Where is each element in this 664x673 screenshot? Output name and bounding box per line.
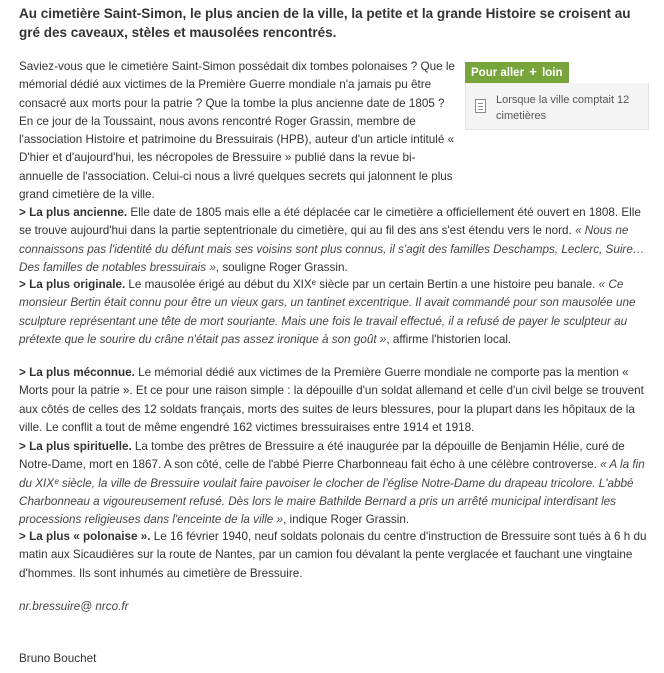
section-after: , souligne Roger Grassin. — [215, 260, 348, 274]
section-heading: > La plus « polonaise ». — [19, 530, 151, 543]
plus-icon: + — [529, 64, 537, 79]
section-text: Le 16 février 1940, neuf soldats polonais du centre d'instruction de Bressuire sont tués à 6 h du matin aux Sicaudières sur la route de Nantes, par un camion fou dévalant la pente verglacée et fauchant une vingtaine d'hommes. Ils sont inhumés au cimetière de Bressuire. — [19, 530, 647, 580]
section-quote: « Nous ne connaissons pas l'identité du défunt mais ses voisins sont plus connus, il s'agit des familles Deschamps, Leclerc, Suire… Des familles de notables bressuirais » — [19, 224, 645, 274]
section-original — [19, 276, 649, 349]
related-article-link[interactable]: Lorsque la ville comptait 12 cimetières — [496, 94, 630, 122]
section-unknown — [19, 364, 649, 437]
author-name: Bruno Bouchet — [19, 652, 97, 665]
section-polish — [19, 528, 649, 583]
section-heading: > La plus originale. — [19, 278, 126, 291]
section-heading: > La plus spirituelle. — [19, 440, 132, 453]
section-oldest — [19, 204, 649, 277]
related-box-body — [465, 83, 649, 130]
section-after: , affirme l'historien local. — [386, 332, 512, 346]
section-after: , indique Roger Grassin. — [283, 513, 410, 527]
section-text: Elle date de 1805 mais elle a été déplacée car le cimetière a officiellement été ouvert en 1808. Elle se trouve aujourd'hui dans la partie septentrionale du cimetière, qui au fil des ans s'est étendu vers le nord. — [19, 206, 641, 238]
document-icon — [475, 99, 486, 113]
section-heading: > La plus ancienne. — [19, 206, 128, 219]
section-heading: > La plus méconnue. — [19, 366, 135, 379]
related-box — [465, 62, 649, 130]
related-tag-left: Pour aller — [471, 67, 525, 79]
section-quote: « A la fin du XIXᵉ siècle, la ville de Bressuire voulait faire pavoiser le clocher de l'église Notre-Dame du drapeau tricolore. L'abbé Charbonneau a vigoureusement refusé. Dès lors le maire Bathilde Bernard a pris un arrêté municipal interdisant les processions religieuses dans l'enceinte de la ville » — [19, 458, 645, 527]
section-quote: « Ce monsieur Bertin était connu pour être un vieux gars, un tantinet excentrique. Il avait commandé pour son mausolée une sculpture représentant une tête de mort souriante. Mais une fois le travail effectué, il a refusé de payer le sculpteur au prétexte que le sourire du crâne n'était pas assez ironique à son goût » — [19, 278, 636, 346]
article-headline: Au cimetière Saint-Simon, le plus ancien de la ville, la petite et la grande Histoire se croisent au gré des caveaux, stèles et mausolées rencontrés. — [19, 6, 631, 40]
section-text: Le mémorial dédié aux victimes de la Première Guerre mondiale ne comporte pas la mention « Morts pour la patrie ». Et ce pour une raison simple : la dépouille d'un soldat allemand et celle d'un civil belge se trouvent aux côtés de celles des 12 soldats français, morts des suites de leurs blessures, pour la plupart dans les hôpitaux de la ville. Le conflit a tout de même engendré 162 victimes bressuiraises entre 1914 et 1918. — [19, 366, 644, 434]
related-tag-right: loin — [542, 67, 563, 79]
section-text: La tombe des prêtres de Bressuire a été inaugurée par la dépouille de Benjamin Hélie, curé de Notre-Dame, mort en 1867. A son côté, celle de l'abbé Pierre Charbonneau fait écho à une célèbre controverse. — [19, 440, 625, 472]
section-text: Le mausolée érigé au début du XIXᵉ siècle par un certain Bertin a une histoire peu banale. — [125, 278, 599, 291]
section-spiritual — [19, 438, 649, 529]
related-box-tag — [465, 62, 569, 83]
author-email[interactable]: nr.bressuire@ nrco.fr — [19, 600, 129, 613]
article-intro: Saviez-vous que le cimetière Saint-Simon possédait dix tombes polonaises ? Que le mémorial dédié aux victimes de la Première Guerre mondiale n'a jamais pu être consacré aux morts pour la patrie ? Que la tombe la plus ancienne date de 1805 ? En ce jour de la Toussaint, nous avons rencontré Roger Grassin, membre de l'association Histoire et patrimoine du Bressuirais (HPB), auteur d'un article intitulé « D'hier et d'aujourd'hui, les nécropoles de Bressuire » publié dans la revue bi-annuelle de l'association. Celui-ci nous a livré quelques secrets qui jalonnent le plus grand cimetière de la ville. — [19, 60, 455, 202]
